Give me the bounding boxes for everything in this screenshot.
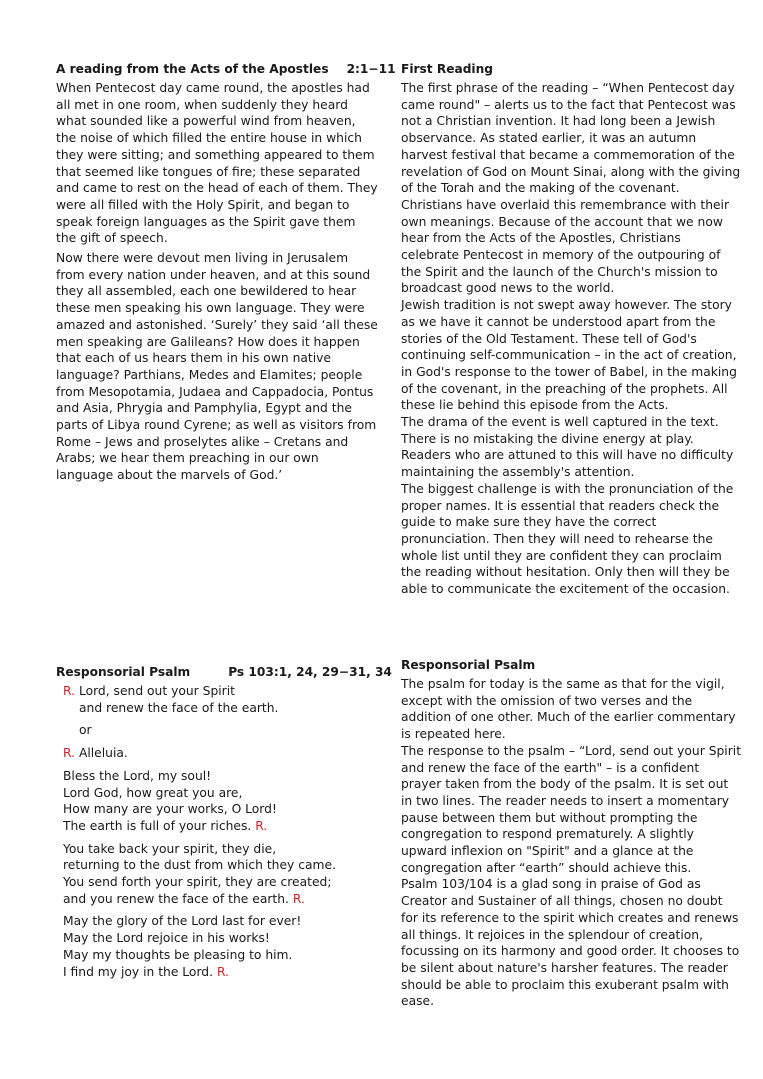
- first-reading-section: [56, 61, 396, 487]
- first-reading-commentary: [401, 61, 741, 598]
- commentary-paragraph: The biggest challenge is with the pronunciation of the proper names. It is essential that readers check the guide to make sure they have the correct pronunciation. Then they will need to rehearse the whole list until they are confident they can proclaim the reading without hesitation. Only then will they be able to communicate the excitement of the occasion.: [401, 481, 734, 597]
- stanza-line-text: I find my joy in the Lord.: [63, 964, 214, 979]
- psalm-title: Responsorial Psalm: [56, 665, 191, 679]
- stanza-line: May the Lord rejoice in his works!: [63, 931, 270, 946]
- first-reading-heading: [56, 61, 396, 77]
- stanza-line: May the glory of the Lord last for ever!: [63, 914, 302, 929]
- response-marker: R.: [255, 818, 268, 833]
- stanza-line-last: [63, 891, 378, 908]
- stanza-line-last: [63, 818, 378, 835]
- stanza-line: returning to the dust from which they came.: [63, 858, 336, 873]
- commentary-paragraph: Psalm 103/104 is a glad song in praise of God as Creator and Sustainer of all things, chosen no doubt for its reference to the spirit which creates and renews all things. It rejoices in the splendour of creation, focussing on its harmony and good order. It chooses to be silent about nature's harsher features. The reader should be able to proclaim this exuberant psalm with ease.: [401, 877, 740, 1009]
- or-label: or: [79, 723, 92, 738]
- response-line: Lord, send out your Spirit: [78, 684, 235, 698]
- psalm-reference: Ps 103:1, 24, 29−31, 34: [228, 665, 392, 679]
- response-marker: R.: [63, 746, 76, 761]
- psalm-stanza: [56, 768, 378, 835]
- psalm-section: [56, 664, 392, 980]
- response-marker: R.: [216, 964, 229, 979]
- reading-paragraph: Now there were devout men living in Jerusalem from every nation under heaven, and at this sound they all assembled, each one bewildered to hear these men speaking his own language. They were amazed and astonished. ‘Surely’ they said ‘all these men speaking are Galileans? How does it happen that each of us hears them in his own native language? Parthians, Medes and Elamites; people from Mesopotamia, Judaea and Cappadocia, Pontus and Asia, Phrygia and Pamphylia, Egypt and the parts of Libya round Cyrene; as well as visitors from Rome – Jews and proselytes alike – Cretans and Arabs; we hear them preaching in our own language about the marvels of God.’: [56, 251, 378, 483]
- response-line: and renew the face of the earth.: [79, 700, 279, 715]
- first-reading-reference: 2:1−11: [346, 62, 396, 76]
- reading-paragraph: When Pentecost day came round, the apostles had all met in one room, when suddenly they heard what sounded like a powerful wind from heaven, the noise of which filled the entire house in which they were sitting; and something appeared to them that seemed like tongues of fire; these separated and came to rest on the head of each of them. They were all filled with the Holy Spirit, and began to speak foreign languages as the Spirit gave them the gift of speech.: [56, 81, 378, 246]
- stanza-line-last: [63, 964, 378, 981]
- psalm-response-1: [56, 683, 378, 716]
- psalm-stanza: [56, 841, 378, 908]
- stanza-line-text: and you renew the face of the earth.: [63, 891, 289, 906]
- response-line: Alleluia.: [78, 746, 128, 761]
- psalm-response-2: [56, 745, 378, 762]
- commentary-paragraph: Christians have overlaid this remembrance with their own meanings. Because of the account that we now hear from the Acts of the Apostles, Christians celebrate Pentecost in memory of the outpouring of the Spirit and the launch of the Church's mission to broadcast good news to the world.: [401, 197, 730, 296]
- stanza-line: You send forth your spirit, they are created;: [63, 875, 332, 890]
- stanza-line: May my thoughts be pleasing to him.: [63, 947, 293, 962]
- stanza-line: Lord God, how great you are,: [63, 785, 243, 800]
- stanza-line-text: The earth is full of your riches.: [63, 818, 252, 833]
- commentary-paragraph: The first phrase of the reading – “When Pentecost day came round" – alerts us to the fact that Pentecost was not a Christian invention. It had long been a Jewish observance. As stated earlier, it was an autumn harvest festival that became a commemoration of the revelation of God on Mount Sinai, along with the giving of the Torah and the making of the covenant.: [401, 81, 741, 196]
- psalm-stanza: [56, 913, 378, 980]
- stanza-line: How many are your works, O Lord!: [63, 802, 277, 817]
- psalm-commentary: [401, 657, 741, 1010]
- psalm-heading: [56, 664, 392, 680]
- commentary-paragraph: The response to the psalm – “Lord, send out your Spirit and renew the face of the earth" – is a confident prayer taken from the body of the psalm. It is set out in two lines. The reader needs to insert a momentary pause between them but without prompting the congregation to respond prematurely. A slightly upward inflexion on "Spirit" and a glance at the congregation after “earth” should achieve this.: [401, 743, 742, 875]
- commentary-heading: Responsorial Psalm: [401, 658, 536, 672]
- response-marker: R.: [63, 684, 76, 698]
- commentary-paragraph: The psalm for today is the same as that for the vigil, except with the omission of two verses and the addition of one other. Much of the earlier commentary is repeated here.: [401, 677, 736, 742]
- stanza-line: Bless the Lord, my soul!: [63, 768, 212, 783]
- stanza-line: You take back your spirit, they die,: [63, 841, 277, 856]
- commentary-paragraph: The drama of the event is well captured in the text. There is no mistaking the divine energy at play. Readers who are attuned to this will have no difficulty maintaining the assembly's attention.: [401, 415, 734, 480]
- response-marker: R.: [292, 891, 305, 906]
- commentary-heading: First Reading: [401, 62, 494, 76]
- commentary-paragraph: Jewish tradition is not swept away however. The story as we have it cannot be understood apart from the stories of the Old Testament. These tell of God's continuing self-communication – in the act of creation, in God's response to the tower of Babel, in the making of the covenant, in the preaching of the prophets. All these lie behind this episode from the Acts.: [401, 298, 737, 413]
- first-reading-title: A reading from the Acts of the Apostles: [56, 62, 329, 76]
